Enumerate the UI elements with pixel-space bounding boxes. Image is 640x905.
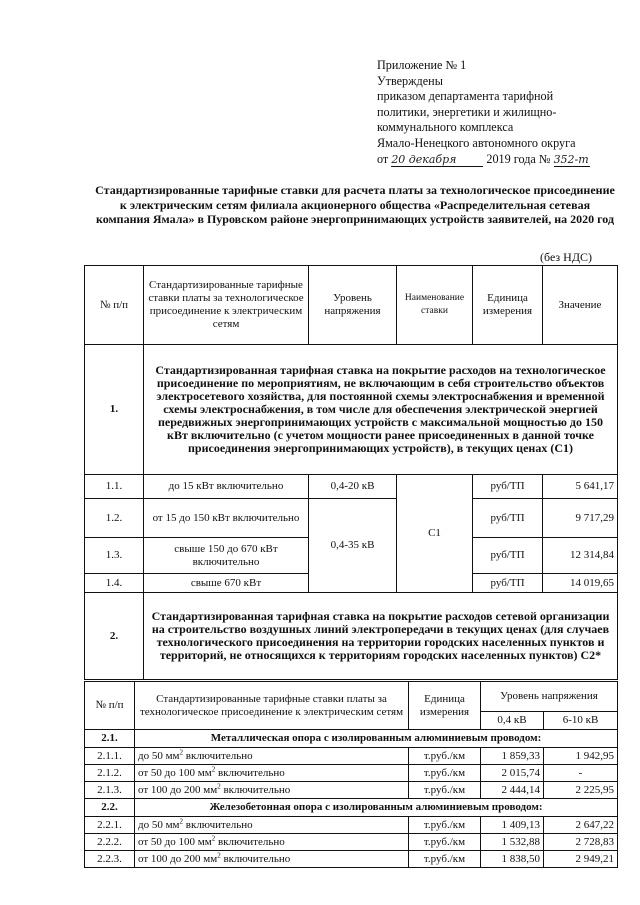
row-desc: от 100 до 200 $мм^2$ включительно <box>135 782 409 799</box>
approval-date-line <box>377 152 607 168</box>
appendix-label: Приложение № 1 <box>377 58 467 72</box>
document-title <box>92 183 618 227</box>
row-num: 1.2. <box>85 499 144 538</box>
row-unit: т.руб./км <box>409 765 481 782</box>
approval-block <box>377 58 607 167</box>
row-value-04: 2 444,14 <box>481 782 544 799</box>
row-value-6-10: 2 225,95 <box>544 782 618 799</box>
title-line: компания Ямала» в Пуровском районе энергопринимающих устройств заявителей, на 2020 год <box>95 212 615 226</box>
row-desc: свыше 150 до 670 кВт включительно <box>144 538 309 574</box>
row-value: 12 314,84 <box>543 538 618 574</box>
group-row <box>85 730 618 748</box>
vat-note: (без НДС) <box>540 250 593 264</box>
table-row <box>85 475 618 499</box>
row-value-04: 2 015,74 <box>481 765 544 782</box>
section-text: Стандартизированная тарифная ставка на покрытие расходов на технологическое присоединение по мероприятиям, не включающим в себя строительство объектов электросетевого хозяйства, для постоянной схемы электроснабжения и временной схемы электроснабжения, в том числе для обеспечения электрической энергией передвижных энергопринимающих устройств с максимальной мощностью до 150 кВт включительно (с учетом мощности ранее присоединенных в данной точке присоединения энергопринимающих устройств), в текущих ценах (С1) <box>144 345 618 475</box>
header-voltage-6-10: 6-10 кВ <box>544 712 618 730</box>
header-unit: Единица измерения <box>409 682 481 730</box>
row-desc: до 50 $мм^2$ включительно <box>135 748 409 765</box>
row-unit: т.руб./км <box>409 817 481 834</box>
row-value-04: 1 409,13 <box>481 817 544 834</box>
approval-order-line: Ямало-Ненецкого автономного округа <box>377 135 576 150</box>
row-value-6-10: 2 647,22 <box>544 817 618 834</box>
header-rates: Стандартизированные тарифные ставки платы за технологическое присоединение к электрическим сетям <box>144 266 309 345</box>
row-desc: от 50 до 100 $мм^2$ включительно <box>135 834 409 851</box>
section-num: 1. <box>85 345 144 475</box>
handwritten-date: 20 декабря <box>391 154 483 167</box>
row-value-6-10: 1 942,95 <box>544 748 618 765</box>
row-value-6-10: 2 728,83 <box>544 834 618 851</box>
header-voltage: Уровень напряжения <box>481 682 618 712</box>
from-prefix: от <box>377 151 389 166</box>
group-title: Металлическая опора с изолированным алюминиевым проводом: <box>135 730 618 748</box>
row-desc: до 15 кВт включительно <box>144 475 309 499</box>
header-rates: Стандартизированные тарифные ставки платы за технологическое присоединение к электрическим сетям <box>135 682 409 730</box>
header-num: № п/п <box>85 266 144 345</box>
row-unit: руб/ТП <box>473 499 543 538</box>
header-num: № п/п <box>85 682 135 730</box>
group-num: 2.2. <box>85 799 135 817</box>
row-value-04: 1 838,50 <box>481 851 544 868</box>
row-unit: руб/ТП <box>473 538 543 574</box>
row-value-6-10: - <box>544 765 618 782</box>
row-unit: т.руб./км <box>409 851 481 868</box>
table-row <box>85 499 618 538</box>
section-text: Стандартизированная тарифная ставка на покрытие расходов сетевой организации на строительство воздушных линий электропередачи в текущих ценах (для случаев технологического присоединения на территории городских населенных пунктов и территорий, не относящихся к территориям городских населенных пунктов) С2* <box>144 593 618 680</box>
approval-order-line: политики, энергетики и жилищно- <box>377 104 557 119</box>
table-row <box>85 851 618 868</box>
approval-order-line: коммунального комплекса <box>377 120 514 135</box>
approval-order-line: приказом департамента тарифной <box>377 89 554 104</box>
header-voltage: Уровень напряжения <box>309 266 397 345</box>
row-num: 2.1.2. <box>85 765 135 782</box>
row-value: 9 717,29 <box>543 499 618 538</box>
row-num: 1.4. <box>85 574 144 593</box>
row-unit: руб/ТП <box>473 574 543 593</box>
table-row <box>85 765 618 782</box>
group-title: Железобетонная опора с изолированным алюминиевым проводом: <box>135 799 618 817</box>
table-row <box>85 817 618 834</box>
group-row <box>85 799 618 817</box>
row-num: 2.2.2. <box>85 834 135 851</box>
title-line: Стандартизированные тарифные ставки для расчета платы за технологическое присоединение <box>95 183 615 197</box>
approved-label: Утверждены <box>377 73 443 88</box>
voltage-merged: 0,4-35 кВ <box>309 499 397 593</box>
section-row <box>85 345 618 475</box>
section-row <box>85 593 618 680</box>
row-num: 2.1.1. <box>85 748 135 765</box>
table-header-row <box>85 266 618 345</box>
header-value: Значение <box>543 266 618 345</box>
row-desc: до 50 $мм^2$ включительно <box>135 817 409 834</box>
row-desc: свыше 670 кВт <box>144 574 309 593</box>
table-row <box>85 748 618 765</box>
header-voltage-04: 0,4 кВ <box>481 712 544 730</box>
handwritten-order-number: 352-т <box>553 152 589 166</box>
table-row <box>85 782 618 799</box>
row-desc: от 50 до 100 $мм^2$ включительно <box>135 765 409 782</box>
tariff-table-2 <box>84 681 618 868</box>
header-unit: Единица измерения <box>473 266 543 345</box>
header-rate-name: Наименование ставки <box>397 266 473 345</box>
row-num: 2.1.3. <box>85 782 135 799</box>
row-value: 14 019,65 <box>543 574 618 593</box>
row-unit: т.руб./км <box>409 834 481 851</box>
row-num: 1.1. <box>85 475 144 499</box>
row-value-04: 1 859,33 <box>481 748 544 765</box>
tariff-table-1 <box>84 265 618 680</box>
row-num: 1.3. <box>85 538 144 574</box>
table-header-row <box>85 682 618 712</box>
row-value: 5 641,17 <box>543 475 618 499</box>
year-number-label: 2019 года № <box>486 151 551 166</box>
row-unit: т.руб./км <box>409 782 481 799</box>
row-num: 2.2.1. <box>85 817 135 834</box>
table-row <box>85 834 618 851</box>
rate-name-c1: С1 <box>397 475 473 593</box>
group-num: 2.1. <box>85 730 135 748</box>
row-unit: руб/ТП <box>473 475 543 499</box>
row-value-6-10: 2 949,21 <box>544 851 618 868</box>
row-value-04: 1 532,88 <box>481 834 544 851</box>
row-desc: от 15 до 150 кВт включительно <box>144 499 309 538</box>
row-voltage: 0,4-20 кВ <box>309 475 397 499</box>
row-unit: т.руб./км <box>409 748 481 765</box>
title-line: к электрическим сетям филиала акционерного общества «Распределительная сетевая <box>119 197 591 212</box>
row-desc: от 100 до 200 $мм^2$ включительно <box>135 851 409 868</box>
row-num: 2.2.3. <box>85 851 135 868</box>
section-num: 2. <box>85 593 144 680</box>
